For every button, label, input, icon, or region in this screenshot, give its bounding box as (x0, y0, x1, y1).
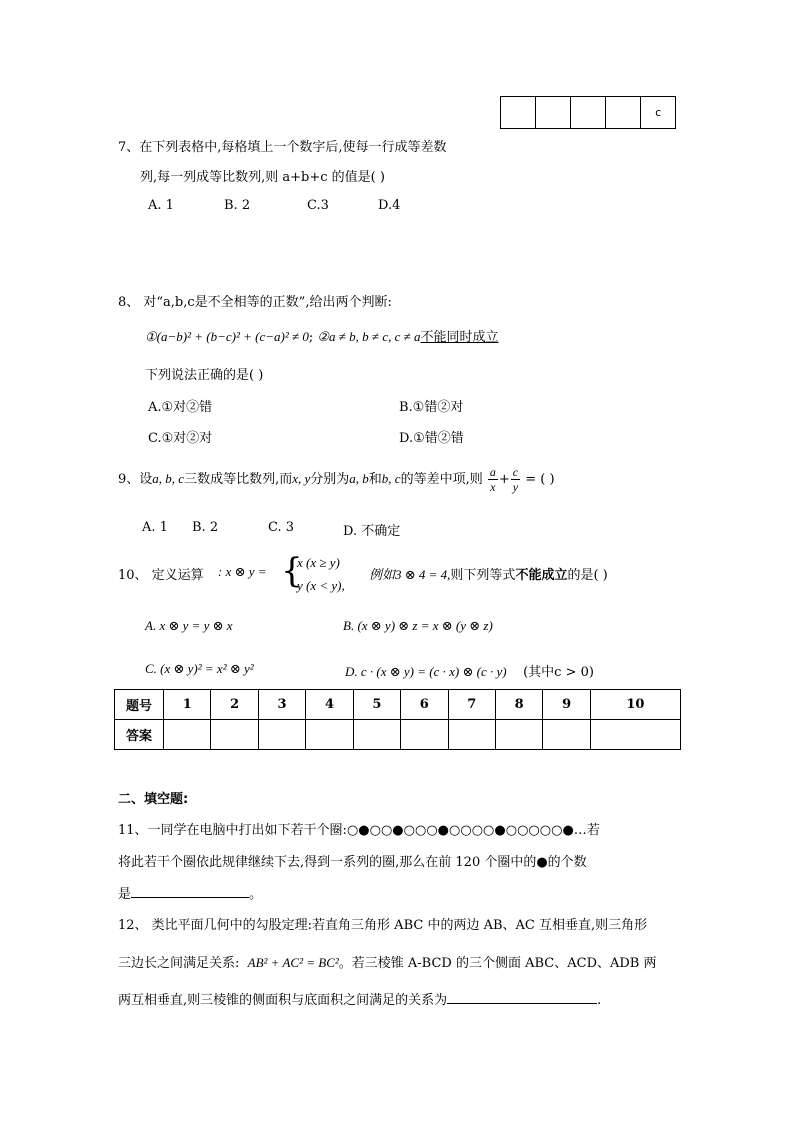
q7-line2: 列,每一列成等比数列,则 a+b+c 的值是( ) (140, 170, 385, 185)
question-number-cell: 1 (164, 690, 211, 720)
q10-example: 例如3 ⊗ 4 = 4, (369, 567, 451, 582)
q9-pre: 9、设 (118, 472, 153, 487)
q12-line2-pre: 三边长之间满足关系: (118, 956, 240, 971)
q9-option-d: D. 不确定 (343, 524, 401, 539)
table-row (115, 690, 681, 720)
q9-option-c: C. 3 (268, 520, 295, 535)
answer-cell[interactable] (590, 720, 680, 750)
q10-post: 的是( ) (567, 568, 608, 583)
q9-ab: a, b (349, 471, 369, 486)
q8-judgement-2-tail: 不能同时成立 (420, 330, 499, 345)
q11-circle-sequence: ○●○○●○○○●○○○○●○○○○○●… (346, 823, 587, 838)
q8-judgements (145, 326, 499, 345)
q9-fraction-a-over-x: $\frac{a}{x}$ (489, 465, 496, 494)
answer-cell[interactable] (211, 720, 258, 750)
grid-cell (571, 97, 606, 129)
q10-case-1: x (x ≥ y) (297, 555, 340, 570)
answer-cell[interactable] (164, 720, 211, 750)
section-title: 二、填空题: (118, 792, 189, 807)
q8-option-b: B.①错②对 (399, 400, 464, 415)
q10-case-2: y (x < y), (297, 578, 345, 593)
q8-line3: 下列说法正确的是( ) (145, 368, 264, 383)
q10-option-d-wrap (345, 661, 594, 680)
top-number-grid (500, 96, 676, 129)
q10-brace: { (281, 551, 303, 591)
grid-cell (606, 97, 641, 129)
question-number-cell: 4 (306, 690, 353, 720)
q9-option-b: B. 2 (192, 520, 219, 535)
q10-operator: : x ⊗ y = (218, 564, 267, 579)
grid-cell-c: c (641, 97, 676, 129)
question-number-cell: 8 (495, 690, 542, 720)
answer-table-header-number: 题号 (115, 690, 164, 720)
q12-line3 (118, 989, 601, 1008)
q10-option-b: B. (x ⊗ y) ⊗ z = x ⊗ (y ⊗ z) (343, 618, 493, 633)
grid-cell (501, 97, 536, 129)
q11-line1-pre: 11、一同学在电脑中打出如下若干个圈: (118, 823, 347, 838)
answer-cell[interactable] (258, 720, 305, 750)
q7-option-d: D.4 (378, 198, 401, 213)
q9-bc: b, c (381, 471, 401, 486)
q10-option-c: C. (x ⊗ y)² = x² ⊗ y² (145, 661, 254, 676)
grid-cell (536, 97, 571, 129)
q11-line2: 将此若干个圈依此规律继续下去,得到一系列的圈,那么在前 120 个圈中的●的个数 (118, 855, 587, 870)
q12-line3-end: . (597, 993, 602, 1008)
q11-line1-post: 若 (586, 823, 600, 838)
q11-line3 (118, 883, 262, 902)
q12-formula: AB² + AC² = BC² (247, 955, 339, 970)
q9-option-a: A. 1 (142, 520, 168, 535)
q11-line3-end: 。 (249, 887, 263, 902)
q9-mid2: 分别为 (310, 472, 350, 487)
q8-judgement-2: ②a ≠ b, b ≠ c, c ≠ a (317, 329, 421, 344)
q12-line2-post: 。若三棱锥 A-BCD 的三个侧面 ABC、ACD、ADB 两 (338, 956, 657, 971)
answer-cell[interactable] (353, 720, 400, 750)
question-number-cell: 7 (448, 690, 495, 720)
q9-mid3: 和 (368, 472, 382, 487)
q10-option-a: A. x ⊗ y = y ⊗ x (145, 618, 233, 633)
question-number-cell: 5 (353, 690, 400, 720)
answer-cell[interactable] (495, 720, 542, 750)
answer-cell[interactable] (543, 720, 590, 750)
q8-line1: 8、 对“a,b,c是不全相等的正数”,给出两个判断: (118, 295, 392, 310)
question-number-cell: 9 (543, 690, 590, 720)
answer-cell[interactable] (401, 720, 448, 750)
q9-fraction-c-over-y: $\frac{c}{y}$ (512, 465, 519, 494)
q8-separator: ; (308, 330, 314, 345)
answer-cell[interactable] (448, 720, 495, 750)
answer-table (114, 689, 681, 750)
table-row (115, 720, 681, 750)
question-number-cell: 3 (258, 690, 305, 720)
answer-cell[interactable] (306, 720, 353, 750)
q10-stem-tail (369, 564, 608, 583)
q11-line1 (118, 819, 600, 838)
q12-answer-blank[interactable] (447, 991, 597, 1004)
q12-line1: 12、 类比平面几何中的勾股定理:若直角三角形 ABC 中的两边 AB、AC 互相垂直,则三角形 (118, 918, 648, 933)
q8-judgement-1: ①(a−b)² + (b−c)² + (c−a)² ≠ 0 (145, 329, 309, 344)
q10-pre: 10、 定义运算 (118, 568, 204, 583)
q9-xy: x, y (292, 471, 311, 486)
q8-option-a: A.①对②错 (148, 400, 213, 415)
answer-table-header-answer: 答案 (115, 720, 164, 750)
q9-mid4: 的等差中项,则 (400, 472, 483, 487)
q8-option-d: D.①错②错 (399, 431, 464, 446)
q9-equals: = ( ) (525, 472, 555, 487)
q7-option-a: A. 1 (148, 198, 174, 213)
question-number-cell: 6 (401, 690, 448, 720)
q7-line1: 7、在下列表格中,每格填上一个数字后,使每一行成等差数 (118, 140, 447, 155)
q10-option-d-note: (其中c > 0) (523, 665, 594, 680)
q12-line2 (118, 952, 657, 971)
q11-line3-text: 是 (118, 887, 132, 902)
q9-plus: + (498, 472, 510, 487)
q10-bold-text: 不能成立 (515, 568, 568, 583)
q8-option-c: C.①对②对 (148, 431, 213, 446)
q10-option-d: D. c · (x ⊗ y) = (c · x) ⊗ (c · y) (345, 664, 507, 679)
q10-mid: 则下列等式 (450, 568, 516, 583)
q7-option-c: C.3 (307, 198, 329, 213)
q9-mid1: 三数成等比数列,而 (184, 472, 293, 487)
q9-abc: a, b, c (152, 471, 185, 486)
question-number-cell: 10 (590, 690, 680, 720)
question-number-cell: 2 (211, 690, 258, 720)
q9-stem (118, 465, 555, 494)
q7-option-b: B. 2 (224, 198, 251, 213)
q11-answer-blank[interactable] (131, 885, 249, 898)
q12-line3-text: 两互相垂直,则三棱锥的侧面积与底面积之间满足的关系为 (118, 993, 448, 1008)
